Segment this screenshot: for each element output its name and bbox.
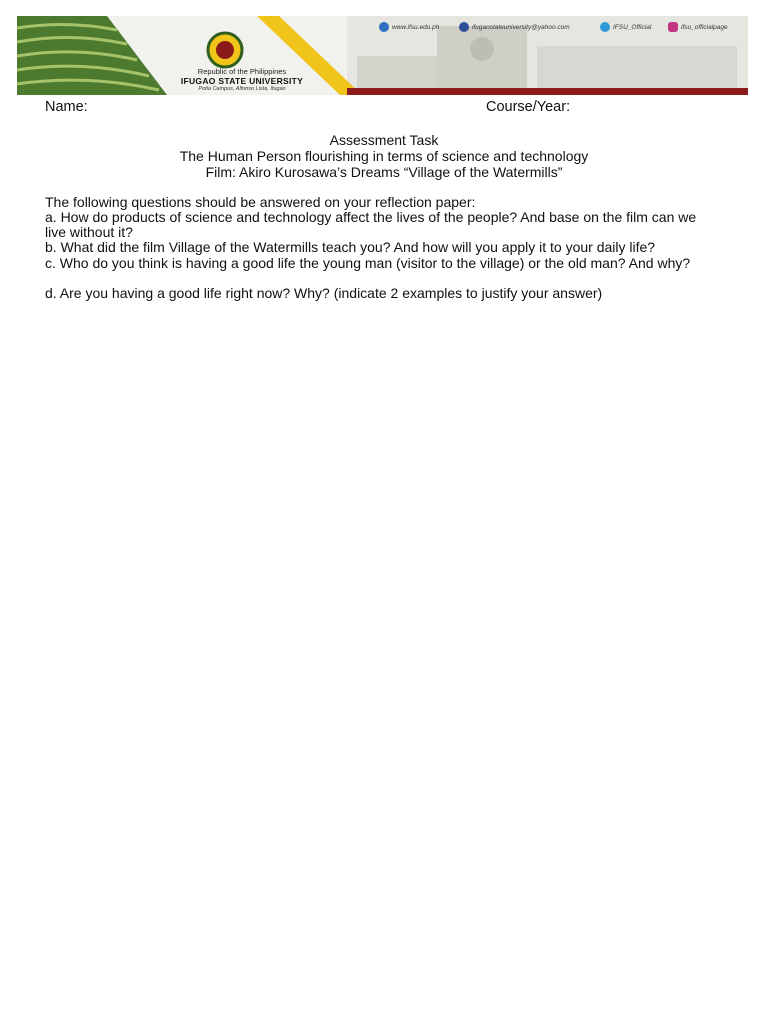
task-subtitle: The Human Person flourishing in terms of science and technology — [179, 148, 589, 164]
question-b: b. What did the film Village of the Watermills teach you? And how will you apply it to your daily life? — [45, 239, 656, 255]
facebook-text: ifugaostateuniversity@yahoo.com — [472, 23, 570, 31]
university-name: IFUGAO STATE UNIVERSITY — [180, 76, 304, 86]
header-banner — [17, 16, 748, 95]
building-wing — [537, 46, 737, 95]
university-block — [167, 68, 317, 93]
instagram-contact — [668, 21, 728, 33]
facebook-contact — [459, 21, 570, 33]
instagram-text: ifsu_officialpage — [681, 23, 728, 31]
maroon-stripe — [347, 88, 748, 95]
course-year-field-label: Course/Year: — [486, 99, 571, 115]
question-c: c. Who do you think is having a good life the young man (visitor to the village) or the old man? And why? — [45, 255, 691, 271]
twitter-contact — [600, 21, 651, 33]
film-title: Film: Akiro Kurosawa’s Dreams “Village of the Watermills” — [205, 164, 563, 180]
task-title: Assessment Task — [329, 132, 439, 148]
instagram-icon — [668, 22, 678, 32]
rice-terraces-photo — [17, 16, 167, 95]
globe-icon — [379, 22, 389, 32]
campus-text: Potia Campus, Alfonso Lista, Ifugao — [198, 86, 286, 92]
question-a: a. How do products of science and technology affect the lives of the people? And base on the film can we live without it? — [45, 209, 697, 240]
instructions-text: The following questions should be answered on your reflection paper: — [45, 194, 476, 210]
twitter-icon — [600, 22, 610, 32]
website-contact — [379, 21, 439, 33]
seal-center — [216, 41, 234, 59]
twitter-text: IFSU_Official — [613, 23, 652, 31]
facebook-icon — [459, 22, 469, 32]
question-d: d. Are you having a good life right now? Why? (indicate 2 examples to justify your answer) — [45, 285, 603, 301]
name-field-label: Name: — [45, 99, 88, 115]
building-emblem — [470, 37, 494, 61]
republic-text: Republic of the Philippines — [197, 67, 287, 76]
website-text: www.ifsu.edu.ph — [392, 23, 440, 31]
